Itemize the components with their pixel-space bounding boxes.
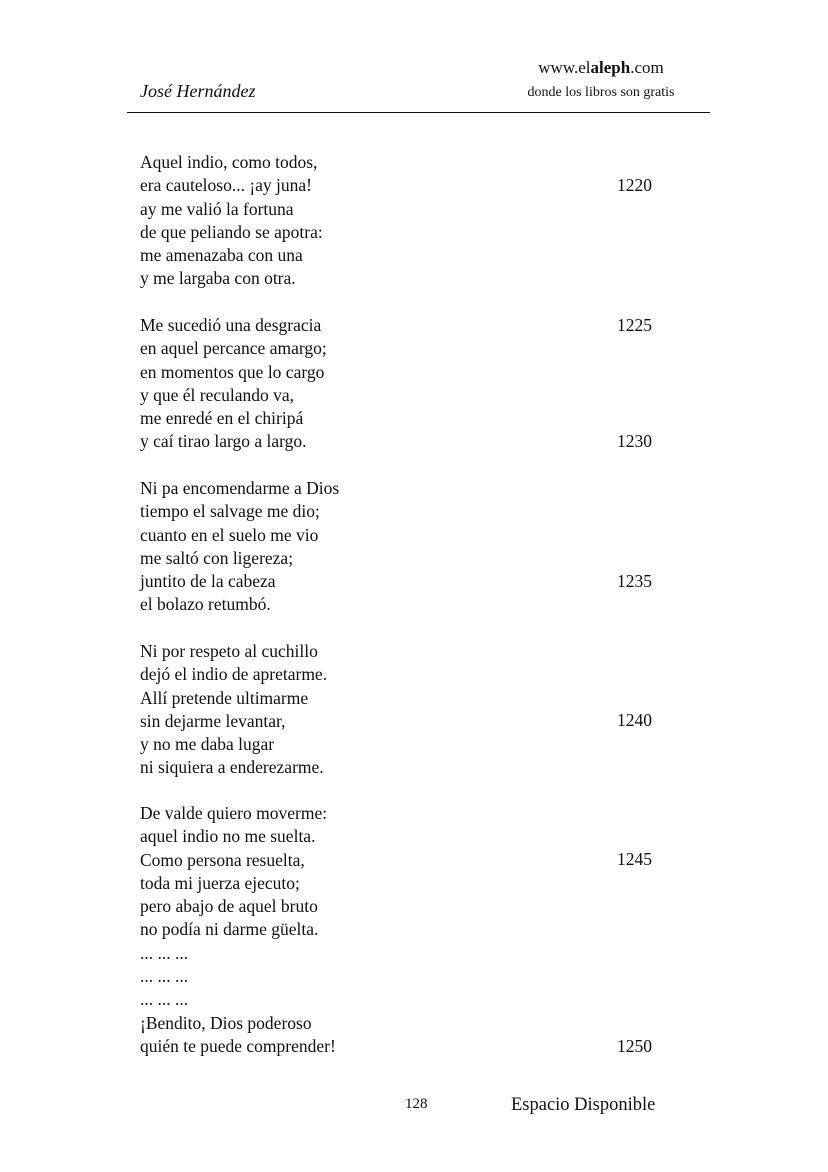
ellipsis-line: ... ... ... [140, 989, 189, 1010]
verse-line: Ni pa encomendarme a Dios [140, 478, 340, 498]
verse-line: quién te puede comprender! [140, 1035, 336, 1056]
verse-line: juntito de la cabeza [140, 571, 276, 592]
verse-line: Ni por respeto al cuchillo [140, 641, 318, 661]
header-divider [127, 112, 710, 113]
verse-line: y que él reculando va, [140, 384, 295, 405]
footer-label: Espacio Disponible [511, 1095, 656, 1115]
stanza-5 [140, 802, 336, 1058]
verse-line: toda mi juerza ejecuto; [140, 872, 300, 893]
verse-line: ¡Bendito, Dios poderoso [140, 1012, 312, 1033]
site-tagline: donde los libros son gratis [527, 85, 675, 100]
verse-line: cuanto en el suelo me vio [140, 524, 319, 545]
line-number: 1240 [617, 710, 652, 730]
stanza-1 [140, 151, 323, 291]
verse-line: de que peliando se apotra: [140, 221, 323, 242]
site-url-prefix: www.el [538, 58, 591, 77]
line-number: 1230 [617, 431, 652, 451]
stanza-2 [140, 314, 327, 454]
verse-line: dejó el indio de apretarme. [140, 664, 328, 685]
verse-line: no podía ni darme güelta. [140, 919, 319, 940]
ellipsis-line: ... ... ... [140, 942, 189, 963]
verse-line: Como persona resuelta, [140, 849, 305, 870]
line-number: 1250 [617, 1036, 652, 1056]
author-name: José Hernández [140, 81, 256, 101]
verse-line: era cauteloso... ¡ay juna! [140, 175, 313, 196]
stanza-4 [140, 640, 327, 780]
verse-line: pero abajo de aquel bruto [140, 896, 318, 917]
verse-line: y no me daba lugar [140, 734, 275, 755]
verse-line: en aquel percance amargo; [140, 338, 327, 359]
site-url-brand: aleph [590, 58, 631, 77]
verse-line: ay me valió la fortuna [140, 198, 294, 219]
verse-line: y caí tirao largo a largo. [140, 431, 307, 452]
verse-line: Allí pretende ultimarme [140, 687, 309, 708]
site-url-suffix: .com [630, 58, 664, 77]
verse-line: Me sucedió una desgracia [140, 315, 322, 335]
verse-line: tiempo el salvage me dio; [140, 501, 320, 522]
verse-line: me amenazaba con una [140, 245, 303, 266]
verse-line: De valde quiero moverme: [140, 803, 328, 823]
site-url[interactable] [513, 57, 689, 79]
verse-line: y me largaba con otra. [140, 268, 296, 289]
verse-line: el bolazo retumbó. [140, 594, 271, 615]
line-number: 1245 [617, 849, 652, 869]
ellipsis-line: ... ... ... [140, 966, 189, 987]
verse-line: ni siquiera a enderezarme. [140, 757, 324, 778]
verse-line: Aquel indio, como todos, [140, 152, 318, 172]
stanza-3 [140, 477, 339, 617]
verse-line: sin dejarme levantar, [140, 710, 286, 731]
verse-line: me enredé en el chiripá [140, 408, 304, 429]
line-number: 1225 [617, 315, 652, 335]
verse-line: me saltó con ligereza; [140, 547, 294, 568]
verse-line: aquel indio no me suelta. [140, 826, 316, 847]
verse-line: en momentos que lo cargo [140, 361, 325, 382]
page-number: 128 [405, 1096, 428, 1112]
line-number: 1220 [617, 175, 652, 195]
line-number: 1235 [617, 571, 652, 591]
